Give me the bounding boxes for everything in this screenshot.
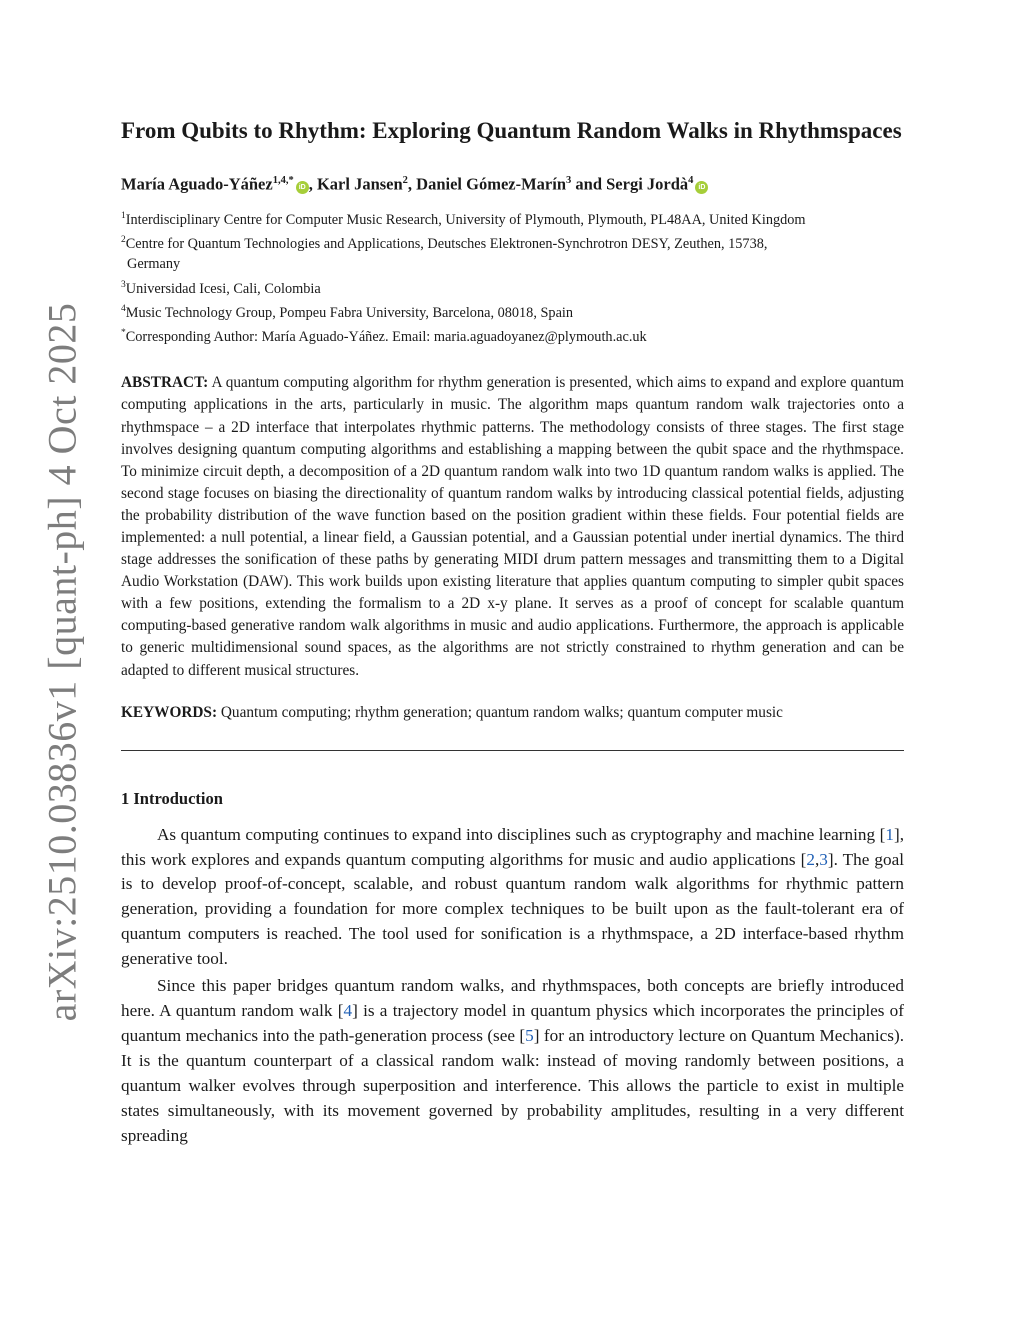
affiliation-text: Germany bbox=[127, 256, 181, 273]
affiliation-text: Centre for Quantum Technologies and Applications, Deutsches Elektronen-Synchrotron DESY, Zeuthen, 15738, bbox=[125, 235, 768, 252]
author-name: María Aguado-Yáñez bbox=[121, 174, 273, 194]
paragraph-text: , bbox=[814, 849, 820, 869]
orcid-icon[interactable]: iD bbox=[695, 181, 708, 194]
paragraph-text: As quantum computing continues to expand into disciplines such as cryptography and machine learning [ bbox=[157, 824, 886, 844]
paragraph-text: ], this work explores and expands quantum computing algorithms for music and audio applications [ bbox=[121, 824, 904, 869]
orcid-icon[interactable]: iD bbox=[296, 181, 309, 194]
author-affiliation-marker: 2 bbox=[402, 175, 408, 186]
paragraph-text: ] is a trajectory model in quantum physics which incorporates the principles of quantum mechanics into the path-generation process (see [ bbox=[121, 1000, 905, 1045]
affiliation-marker: * bbox=[121, 328, 126, 339]
section-divider bbox=[121, 750, 904, 751]
keywords-label: KEYWORDS: bbox=[121, 703, 218, 721]
citation-link[interactable]: 2 bbox=[806, 849, 815, 869]
author-affiliation-marker: 3 bbox=[566, 175, 572, 186]
affiliation-marker: 1 bbox=[121, 210, 126, 221]
affiliation-text: Corresponding Author: María Aguado-Yáñez. Email: maria.aguadoyanez@plymouth.ac.uk bbox=[125, 328, 647, 345]
author-separator: , bbox=[308, 174, 317, 194]
affiliation-line bbox=[121, 206, 904, 230]
author-affiliation-marker: 1,4,* bbox=[272, 175, 294, 186]
abstract bbox=[121, 372, 904, 681]
author-name: Sergi Jordà bbox=[606, 174, 689, 194]
affiliation-text: Interdisciplinary Centre for Computer Music Research, University of Plymouth, Plymouth, PL48AA, United Kingdom bbox=[125, 211, 806, 228]
paper-title: From Qubits to Rhythm: Exploring Quantum Random Walks in Rhythmspaces bbox=[121, 118, 902, 143]
paragraph-text: ] for an introductory lecture on Quantum Mechanics). It is the quantum counterpart of a classical random walk: instead of moving randomly between positions, a quantum walker evolves through superposition and interference. This allows the particle to exist in multiple states simultaneously, with its movement governed by probability amplitudes, resulting in a very different spreading bbox=[121, 1025, 904, 1145]
author-separator: , bbox=[407, 174, 417, 194]
affiliation-list bbox=[121, 206, 904, 348]
paper-page bbox=[121, 118, 904, 1148]
affiliation-line bbox=[121, 254, 904, 275]
author-affiliation-marker: 4 bbox=[688, 175, 694, 186]
intro-paragraph-1 bbox=[121, 823, 904, 972]
affiliation-line bbox=[121, 299, 904, 323]
keywords bbox=[121, 702, 904, 724]
citation-link[interactable]: 5 bbox=[525, 1025, 534, 1045]
author-separator: and bbox=[571, 174, 607, 194]
intro-paragraph-2 bbox=[121, 974, 904, 1148]
affiliation-marker: 4 bbox=[121, 303, 126, 314]
citation-link[interactable]: 1 bbox=[885, 824, 894, 844]
abstract-text: A quantum computing algorithm for rhythm generation is presented, which aims to expand and explore quantum computing applications in the arts, particularly in music. The algorithm maps quantum random walk trajectories onto a rhythmspace – a 2D interface that interpolates rhythmic patterns. The methodology consists of three stages. The first stage involves designing quantum computing algorithms and establishing a mapping between the qubit space and the rhythmspace. To minimize circuit depth, a decomposition of a 2D quantum random walk into two 1D quantum random walks is applied. The second stage focuses on biasing the directionality of quantum random walks by introducing classical potential fields, adjusting the probability distribution of the wave function based on the position gradient within these fields. Four potential fields are implemented: a null potential, a linear field, a Gaussian potential, and a Gaussian potential under inertial dynamics. The third stage addresses the sonification of these paths by generating MIDI drum pattern messages and transmitting them to a Digital Audio Workstation (DAW). This work builds upon existing literature that applies quantum computing to simpler qubit spaces with a few positions, extending the formalism to a 2D x-y plane. It serves as a proof of concept for scalable quantum computing-based generative random walk algorithms in music and audio applications. Furthermore, the approach is applicable to generic multidimensional sound spaces, as the algorithms are not strictly constrained to rhythm generation and can be adapted to different musical structures. bbox=[121, 374, 904, 679]
abstract-label: ABSTRACT: bbox=[121, 374, 209, 392]
affiliation-line bbox=[121, 323, 904, 347]
keywords-text: Quantum computing; rhythm generation; quantum random walks; quantum computer music bbox=[220, 703, 783, 721]
affiliation-text: Music Technology Group, Pompeu Fabra University, Barcelona, 08018, Spain bbox=[125, 304, 574, 321]
paragraph-text: Since this paper bridges quantum random walks, and rhythmspaces, both concepts are briefly introduced here. A quantum random walk [ bbox=[121, 976, 904, 1020]
author-list bbox=[121, 170, 904, 196]
paragraph-text: ]. The goal is to develop proof-of-concept, scalable, and robust quantum random walk algorithms for rhythmic pattern generation, providing a foundation for more complex techniques to be built upon as the fault-tolerant era of quantum computers is reached. The tool used for sonification is a rhythmspace, a 2D interface-based rhythm generative tool. bbox=[121, 849, 904, 969]
affiliation-line bbox=[121, 230, 904, 254]
affiliation-text: Universidad Icesi, Cali, Colombia bbox=[125, 280, 321, 297]
author-name: Karl Jansen bbox=[316, 174, 403, 194]
affiliation-marker: 2 bbox=[121, 234, 126, 245]
citation-link[interactable]: 3 bbox=[819, 849, 828, 869]
affiliation-marker: 3 bbox=[121, 279, 126, 290]
section-heading: 1 Introduction bbox=[121, 788, 223, 808]
arxiv-identifier: arXiv:2510.03836v1 [quant-ph] 4 Oct 2025 bbox=[39, 302, 85, 1022]
citation-link[interactable]: 4 bbox=[343, 1000, 353, 1020]
author-name: Daniel Gómez-Marín bbox=[416, 174, 567, 194]
affiliation-line bbox=[121, 275, 904, 299]
